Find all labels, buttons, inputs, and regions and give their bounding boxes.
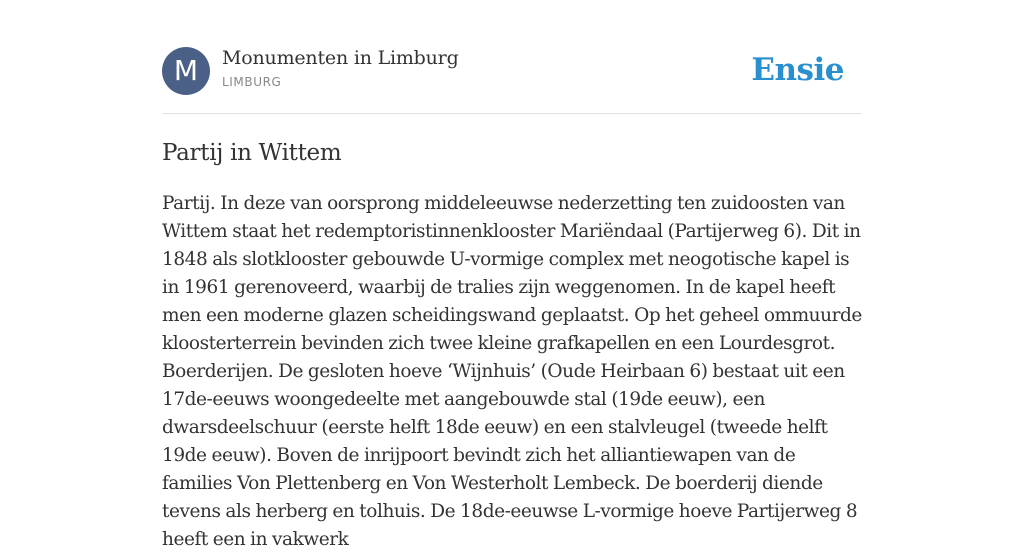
header (162, 46, 862, 96)
source-subtitle: LIMBURG (222, 75, 282, 89)
header-divider (162, 113, 862, 114)
article-title: Partij in Wittem (162, 140, 342, 166)
source-avatar[interactable]: M (162, 47, 210, 95)
source-title-link[interactable]: Monumenten in Limburg (222, 47, 459, 69)
article-body: Partij. In deze van oorsprong middeleeuwse nederzetting ten zuidoosten van Wittem staat het redemptoristinnenklooster Mariëndaal (Partijerweg 6). Dit in 1848 als slotklooster gebouwde U-vormige complex met neogotische kapel is in 1961 gerenoveerd, waarbij de tralies zijn weggenomen. In de kapel heeft men een moderne glazen scheidingswand geplaatst. Op het geheel ommuurde kloosterterrein bevinden zich twee kleine grafkapellen en een Lourdesgrot. Boerderijen. De gesloten hoeve ‘Wijnhuis’ (Oude Heirbaan 6) bestaat uit een 17de-eeuws woongedeelte met aangebouwde stal (19de eeuw), een dwarsdeelschuur (eerste helft 18de eeuw) en een stalvleugel (tweede helft 19de eeuw). Boven de inrijpoort bevindt zich het alliantiewapen van de families Von Plettenberg en Von Westerholt Lembeck. De boerderij diende tevens als herberg en tolhuis. De 18de-eeuwse L-vormige hoeve Partijerweg 8 heeft een in vakwerk (162, 193, 862, 550)
brand-logo[interactable]: Ensie (751, 52, 844, 88)
